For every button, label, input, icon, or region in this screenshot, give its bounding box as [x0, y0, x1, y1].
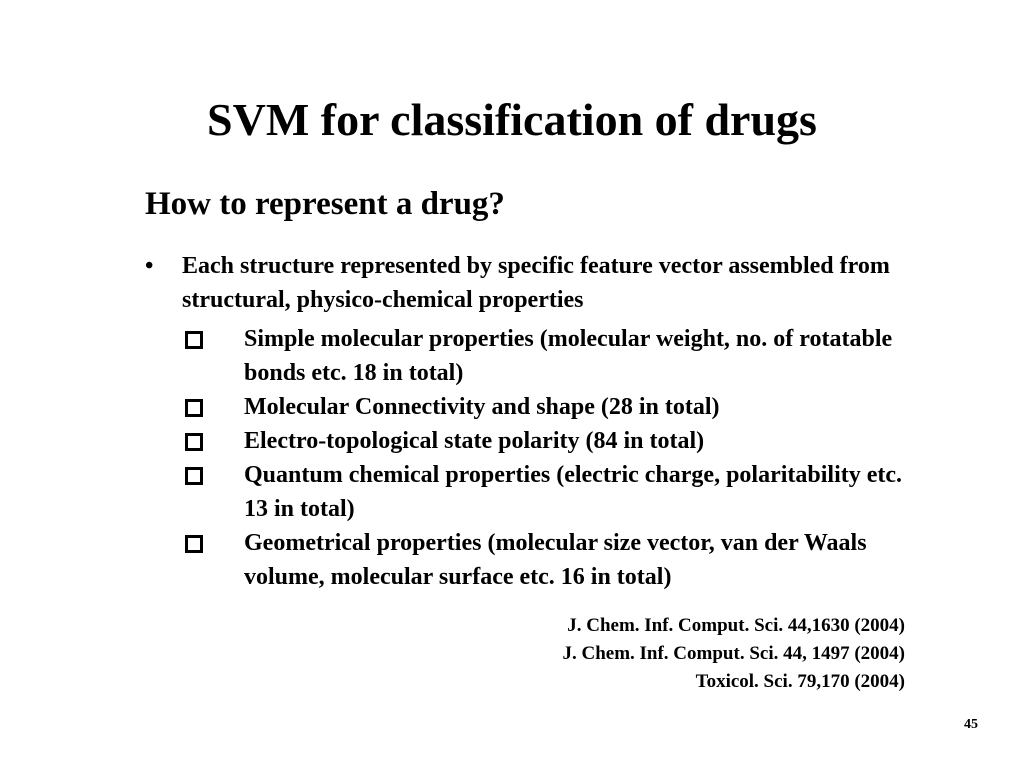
sublist-item-text: Electro-topological state polarity (84 in total): [244, 428, 705, 454]
reference-line: J. Chem. Inf. Comput. Sci. 44,1630 (2004): [567, 615, 905, 636]
main-bullet-text: Each structure represented by specific feature vector assembled from structural, physico-chemical properties: [182, 253, 890, 313]
sublist-item-text: Simple molecular properties (molecular weight, no. of rotatable bonds etc. 18 in total): [244, 326, 893, 386]
reference-line: Toxicol. Sci. 79,170 (2004): [695, 671, 905, 692]
sublist-item-text: Molecular Connectivity and shape (28 in total): [244, 394, 720, 420]
bullet-dot-icon: •: [145, 253, 154, 279]
sublist-item: [185, 526, 925, 594]
sublist-item-text: Geometrical properties (molecular size vector, van der Waals volume, molecular surface etc. 16 in total): [244, 530, 867, 590]
page-number: 45: [964, 717, 978, 732]
references: [562, 612, 905, 696]
checkbox-icon: [185, 331, 203, 349]
slide-subtitle: How to represent a drug?: [145, 186, 505, 222]
slide-title: SVM for classification of drugs: [207, 94, 817, 145]
checkbox-icon: [185, 433, 203, 451]
checkbox-icon: [185, 535, 203, 553]
sublist-item: [185, 322, 925, 390]
checkbox-icon: [185, 399, 203, 417]
feature-sublist: [185, 322, 925, 594]
sublist-item: [185, 390, 925, 424]
sublist-item: [185, 424, 925, 458]
reference-line: J. Chem. Inf. Comput. Sci. 44, 1497 (2004): [562, 643, 905, 664]
checkbox-icon: [185, 467, 203, 485]
sublist-item: [185, 458, 925, 526]
sublist-item-text: Quantum chemical properties (electric charge, polaritability etc. 13 in total): [244, 462, 903, 522]
